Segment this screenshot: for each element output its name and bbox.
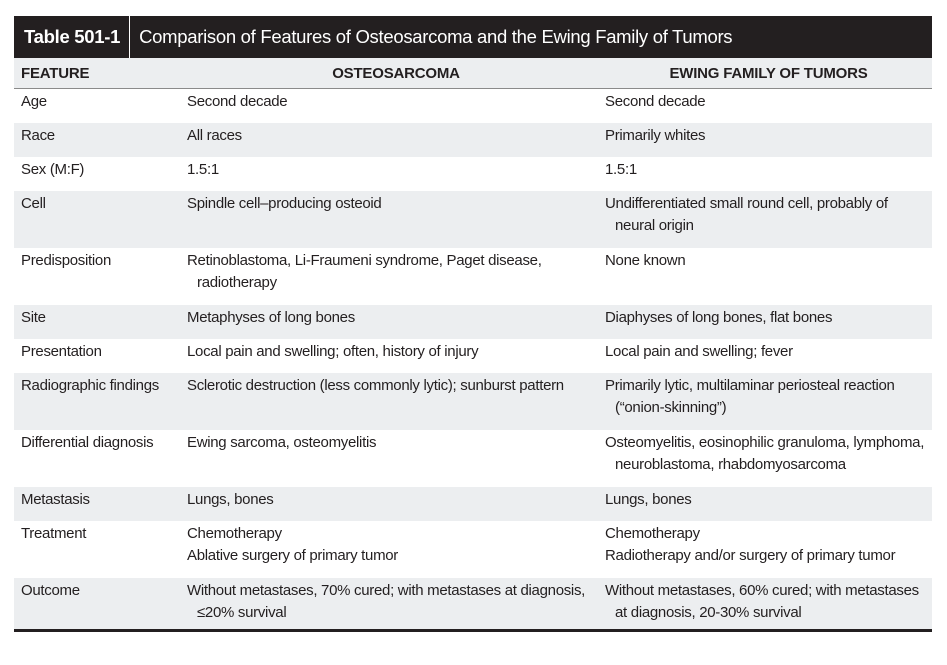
- header-feature: FEATURE: [21, 64, 90, 82]
- cell-line: Primarily lytic, multilaminar periosteal reaction: [605, 377, 895, 394]
- cell-line: Metaphyses of long bones: [187, 309, 355, 326]
- feature-cell: Site: [21, 309, 46, 326]
- cell-line: Chemotherapy: [187, 525, 282, 542]
- ewing-cell: [605, 307, 932, 329]
- cell-line: Sclerotic destruction (less commonly lytic); sunburst pattern: [187, 377, 564, 394]
- cell-line: Without metastases, 70% cured; with metastases at diagnosis,: [187, 582, 586, 599]
- osteosarcoma-cell: [187, 432, 605, 454]
- osteosarcoma-cell: [187, 91, 605, 113]
- cell-line: Retinoblastoma, Li-Fraumeni syndrome, Paget disease,: [187, 252, 542, 269]
- ewing-cell: [605, 341, 932, 363]
- feature-cell: Metastasis: [21, 491, 90, 508]
- cell-line: Ablative surgery of primary tumor: [187, 547, 399, 564]
- feature-cell: Treatment: [21, 525, 87, 542]
- cell-line: (“onion-skinning”): [615, 399, 727, 416]
- osteosarcoma-cell: [187, 193, 605, 215]
- table-row: [14, 305, 932, 339]
- cell-line: Chemotherapy: [605, 525, 700, 542]
- cell-line: Lungs, bones: [187, 491, 274, 508]
- osteosarcoma-cell: [187, 307, 605, 329]
- cell-line: Lungs, bones: [605, 491, 692, 508]
- feature-cell: Radiographic findings: [21, 377, 159, 394]
- feature-cell: Presentation: [21, 343, 102, 360]
- osteosarcoma-cell: [187, 523, 605, 567]
- ewing-cell: [605, 375, 932, 419]
- cell-line: ≤20% survival: [197, 604, 287, 621]
- cell-line: Second decade: [187, 93, 288, 110]
- table-title: Comparison of Features of Osteosarcoma and the Ewing Family of Tumors: [139, 26, 733, 47]
- cell-line: Ewing sarcoma, osteomyelitis: [187, 434, 377, 451]
- bottom-rule: [14, 629, 932, 632]
- cell-line: All races: [187, 127, 242, 144]
- table-title-bar: [14, 16, 932, 58]
- cell-line: Undifferentiated small round cell, probably of: [605, 195, 888, 212]
- cell-line: Spindle cell–producing osteoid: [187, 195, 382, 212]
- table-header-row: [14, 58, 932, 89]
- table-body: [14, 89, 932, 629]
- table-row: [14, 487, 932, 521]
- table-row: [14, 123, 932, 157]
- cell-line: 1.5:1: [187, 161, 219, 178]
- ewing-cell: [605, 580, 932, 624]
- cell-line: Local pain and swelling; fever: [605, 343, 793, 360]
- cell-line: Primarily whites: [605, 127, 706, 144]
- cell-line: Second decade: [605, 93, 706, 110]
- feature-cell: Sex (M:F): [21, 161, 85, 178]
- feature-cell: Predisposition: [21, 252, 112, 269]
- table-row: [14, 339, 932, 373]
- cell-line: at diagnosis, 20-30% survival: [615, 604, 802, 621]
- osteosarcoma-cell: [187, 125, 605, 147]
- cell-line: neural origin: [615, 217, 694, 234]
- ewing-cell: [605, 489, 932, 511]
- ewing-cell: [605, 193, 932, 237]
- cell-line: Osteomyelitis, eosinophilic granuloma, lymphoma,: [605, 434, 925, 451]
- table-row: [14, 191, 932, 248]
- ewing-cell: [605, 159, 932, 181]
- osteosarcoma-cell: [187, 159, 605, 181]
- ewing-cell: [605, 91, 932, 113]
- feature-cell: Race: [21, 127, 55, 144]
- cell-line: Local pain and swelling; often, history of injury: [187, 343, 479, 360]
- cell-line: Without metastases, 60% cured; with metastases: [605, 582, 919, 599]
- table-container: [14, 16, 932, 632]
- feature-cell: Age: [21, 93, 47, 110]
- table-row: [14, 578, 932, 629]
- osteosarcoma-cell: [187, 375, 605, 397]
- osteosarcoma-cell: [187, 489, 605, 511]
- ewing-cell: [605, 523, 932, 567]
- table-row: [14, 430, 932, 487]
- header-osteosarcoma: OSTEOSARCOMA: [332, 64, 460, 82]
- feature-cell: Cell: [21, 195, 46, 212]
- table-row: [14, 248, 932, 305]
- cell-line: None known: [605, 252, 686, 269]
- feature-cell: Outcome: [21, 582, 80, 599]
- osteosarcoma-cell: [187, 250, 605, 294]
- cell-line: Diaphyses of long bones, flat bones: [605, 309, 833, 326]
- osteosarcoma-cell: [187, 341, 605, 363]
- table-number: Table 501-1: [24, 26, 121, 47]
- ewing-cell: [605, 250, 932, 272]
- osteosarcoma-cell: [187, 580, 605, 624]
- ewing-cell: [605, 432, 932, 476]
- header-ewing: EWING FAMILY OF TUMORS: [669, 64, 868, 82]
- table-row: [14, 373, 932, 430]
- cell-line: radiotherapy: [197, 274, 277, 291]
- cell-line: 1.5:1: [605, 161, 637, 178]
- table-row: [14, 157, 932, 191]
- table-row: [14, 89, 932, 123]
- feature-cell: Differential diagnosis: [21, 434, 154, 451]
- table-row: [14, 521, 932, 578]
- cell-line: Radiotherapy and/or surgery of primary tumor: [605, 547, 896, 564]
- cell-line: neuroblastoma, rhabdomyosarcoma: [615, 456, 846, 473]
- ewing-cell: [605, 125, 932, 147]
